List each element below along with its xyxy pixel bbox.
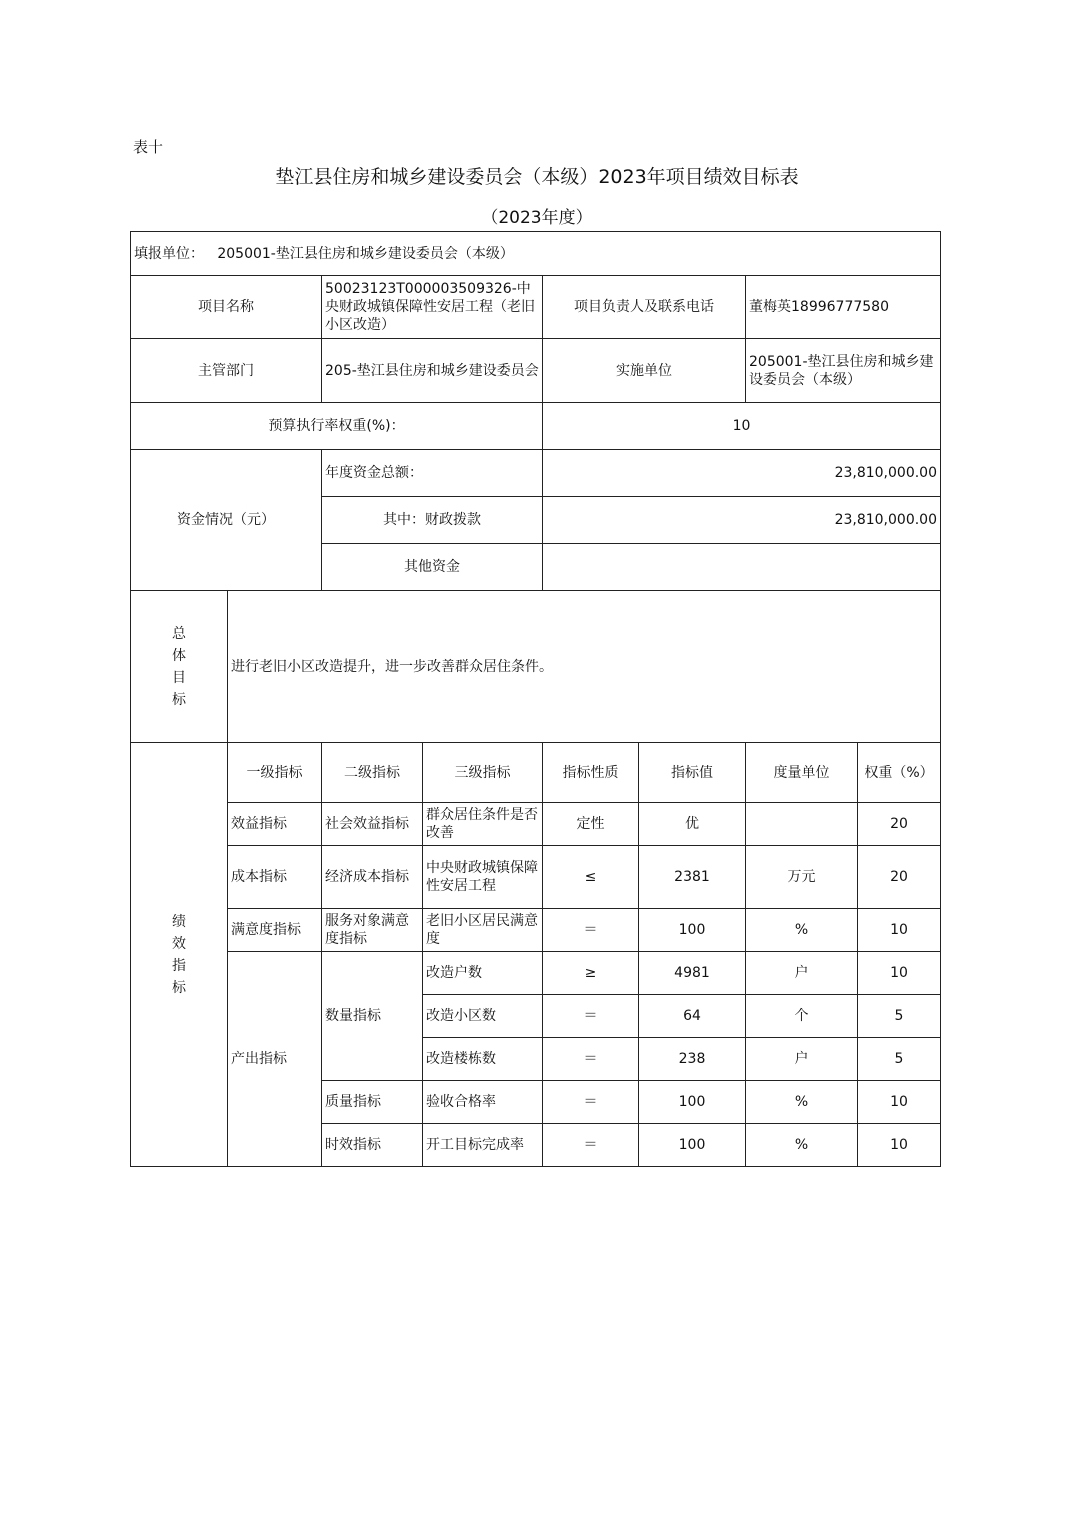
table-row: [131, 952, 941, 995]
l1-cell: 效益指标: [228, 803, 322, 846]
weight-cell: 10: [858, 952, 941, 995]
weight-cell: 10: [858, 909, 941, 952]
page-title: 垫江县住房和城乡建设委员会（本级）2023年项目绩效目标表: [275, 166, 799, 188]
table-number: 表十: [133, 138, 164, 156]
budget-weight-label: 预算执行率权重(%)：: [131, 403, 543, 450]
page-subtitle: （2023年度）: [481, 208, 593, 228]
performance-table: [130, 231, 941, 1167]
nature-cell: ≥: [543, 952, 639, 995]
table-row: [131, 846, 941, 909]
l2-cell: 社会效益指标: [322, 803, 423, 846]
l3-cell: 验收合格率: [423, 1081, 543, 1124]
l2-cell: 经济成本指标: [322, 846, 423, 909]
weight-cell: 5: [858, 995, 941, 1038]
nature-cell: 定性: [543, 803, 639, 846]
value-cell: 优: [639, 803, 746, 846]
nature-cell: ＝: [543, 995, 639, 1038]
l3-cell: 老旧小区居民满意度: [423, 909, 543, 952]
col-header: 一级指标: [228, 743, 322, 803]
nature-cell: ＝: [543, 1081, 639, 1124]
l3-cell: 群众居住条件是否改善: [423, 803, 543, 846]
funds-total-label: 年度资金总额：: [322, 450, 543, 497]
unit-cell: 万元: [746, 846, 858, 909]
col-header: 度量单位: [746, 743, 858, 803]
budget-weight-value: 10: [543, 403, 941, 450]
nature-cell: ＝: [543, 1038, 639, 1081]
l3-cell: 改造楼栋数: [423, 1038, 543, 1081]
reporting-unit-value: 205001-垫江县住房和城乡建设委员会（本级）: [217, 245, 514, 262]
unit-cell: [746, 803, 858, 846]
weight-cell: 20: [858, 846, 941, 909]
col-header: 指标值: [639, 743, 746, 803]
funds-other-label: 其他资金: [322, 544, 543, 591]
unit-cell: 户: [746, 952, 858, 995]
l3-cell: 改造户数: [423, 952, 543, 995]
value-cell: 4981: [639, 952, 746, 995]
value-cell: 100: [639, 1081, 746, 1124]
contact-value: 董梅英18996777580: [746, 276, 941, 339]
l2-cell: 质量指标: [322, 1081, 423, 1124]
funds-fiscal-value: 23,810,000.00: [543, 497, 941, 544]
perf-indicator-label: 绩 效 指 标: [131, 743, 228, 1167]
weight-cell: 20: [858, 803, 941, 846]
nature-cell: ＝: [543, 909, 639, 952]
overall-goal-label: 总 体 目 标: [131, 591, 228, 743]
funds-total-value: 23,810,000.00: [543, 450, 941, 497]
table-row: [131, 803, 941, 846]
impl-unit-value: 205001-垫江县住房和城乡建设委员会（本级）: [746, 339, 941, 403]
unit-cell: 个: [746, 995, 858, 1038]
unit-cell: %: [746, 1081, 858, 1124]
l2-cell: 数量指标: [322, 952, 423, 1081]
weight-cell: 10: [858, 1081, 941, 1124]
col-header: 三级指标: [423, 743, 543, 803]
reporting-unit-cell: [131, 232, 941, 276]
table-row: [131, 909, 941, 952]
l3-cell: 改造小区数: [423, 995, 543, 1038]
dept-label: 主管部门: [131, 339, 322, 403]
impl-unit-label: 实施单位: [543, 339, 746, 403]
value-cell: 100: [639, 1124, 746, 1167]
unit-cell: 户: [746, 1038, 858, 1081]
value-cell: 2381: [639, 846, 746, 909]
unit-cell: %: [746, 909, 858, 952]
contact-label: 项目负责人及联系电话: [543, 276, 746, 339]
funds-fiscal-label: 其中：财政拨款: [322, 497, 543, 544]
l1-cell: 产出指标: [228, 952, 322, 1167]
funds-label: 资金情况（元）: [131, 450, 322, 591]
weight-cell: 10: [858, 1124, 941, 1167]
l3-cell: 开工目标完成率: [423, 1124, 543, 1167]
value-cell: 100: [639, 909, 746, 952]
l1-cell: 成本指标: [228, 846, 322, 909]
overall-goal-value: 进行老旧小区改造提升，进一步改善群众居住条件。: [228, 591, 941, 743]
nature-cell: ≤: [543, 846, 639, 909]
value-cell: 64: [639, 995, 746, 1038]
unit-cell: %: [746, 1124, 858, 1167]
l1-cell: 满意度指标: [228, 909, 322, 952]
reporting-unit-label: 填报单位：: [134, 245, 204, 262]
dept-value: 205-垫江县住房和城乡建设委员会: [322, 339, 543, 403]
funds-other-value: [543, 544, 941, 591]
project-name-value: 50023123T000003509326-中央财政城镇保障性安居工程（老旧小区改造）: [322, 276, 543, 339]
nature-cell: ＝: [543, 1124, 639, 1167]
col-header: 二级指标: [322, 743, 423, 803]
col-header: 权重（%）: [858, 743, 941, 803]
project-name-label: 项目名称: [131, 276, 322, 339]
value-cell: 238: [639, 1038, 746, 1081]
l2-cell: 时效指标: [322, 1124, 423, 1167]
l3-cell: 中央财政城镇保障性安居工程: [423, 846, 543, 909]
weight-cell: 5: [858, 1038, 941, 1081]
col-header: 指标性质: [543, 743, 639, 803]
l2-cell: 服务对象满意度指标: [322, 909, 423, 952]
